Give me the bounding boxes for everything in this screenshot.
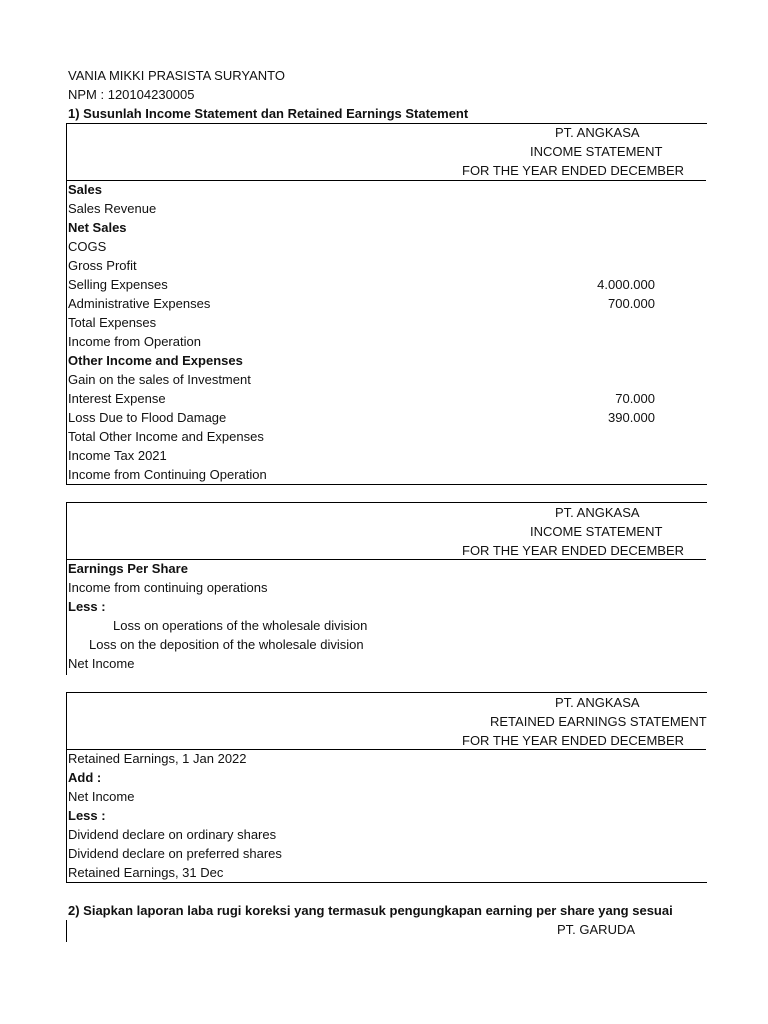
statement2-row-label: Earnings Per Share	[68, 561, 188, 576]
statement1-row-label: Income Tax 2021	[68, 448, 167, 463]
s1-title: INCOME STATEMENT	[530, 144, 663, 159]
s1-period: FOR THE YEAR ENDED DECEMBER	[462, 163, 685, 178]
s1-header-rule	[66, 180, 706, 181]
statement1-row-amount: 700.000	[608, 296, 655, 311]
student-name: VANIA MIKKI PRASISTA SURYANTO	[68, 68, 285, 83]
statement2-row-label: Loss on the deposition of the wholesale division	[89, 637, 364, 652]
statement2-row-label: Less :	[68, 599, 106, 614]
s2-company: PT. ANGKASA	[555, 505, 640, 520]
statement2-row-label: Income from continuing operations	[68, 580, 268, 595]
statement1-row-label: Income from Operation	[68, 334, 201, 349]
statement1-row-label: Total Other Income and Expenses	[68, 429, 264, 444]
statement1-row-amount: 390.000	[608, 410, 655, 425]
statement1-row-label: Income from Continuing Operation	[68, 467, 267, 482]
statement1-row-amount: 4.000.000	[597, 277, 655, 292]
statement1-row-label: Sales Revenue	[68, 201, 157, 216]
statement1-row-label: Selling Expenses	[68, 277, 168, 292]
statement1-row-label: Gross Profit	[68, 258, 137, 273]
s3-title: RETAINED EARNINGS STATEMENT	[490, 714, 707, 729]
statement2-row-label: Loss on operations of the wholesale division	[113, 618, 368, 633]
task-1-heading: 1) Susunlah Income Statement dan Retained Earnings Statement	[68, 106, 469, 121]
student-npm: NPM : 120104230005	[68, 87, 195, 102]
statement1-row-label: Gain on the sales of Investment	[68, 372, 251, 387]
statement3-row-label: Net Income	[68, 789, 135, 804]
statement1-row-label: Net Sales	[68, 220, 127, 235]
s3-period: FOR THE YEAR ENDED DECEMBER	[462, 733, 685, 748]
statement1-row-label: Sales	[68, 182, 102, 197]
statement1-row-label: Total Expenses	[68, 315, 157, 330]
task-2-heading: 2) Siapkan laporan laba rugi koreksi yang termasuk pengungkapan earning per share yang sesuai	[68, 903, 673, 918]
statement2-row-label: Net Income	[68, 656, 135, 671]
statement1-row-label: Loss Due to Flood Damage	[68, 410, 227, 425]
statement3-row-label: Less :	[68, 808, 106, 823]
statement3-row-label: Dividend declare on ordinary shares	[68, 827, 277, 842]
s3-company: PT. ANGKASA	[555, 695, 640, 710]
statement1-row-label: COGS	[68, 239, 107, 254]
statement3-row-label: Dividend declare on preferred shares	[68, 846, 282, 861]
statement1-row-label: Administrative Expenses	[68, 296, 211, 311]
s1-company: PT. ANGKASA	[555, 125, 640, 140]
statement3-row-label: Retained Earnings, 1 Jan 2022	[68, 751, 247, 766]
s2-period: FOR THE YEAR ENDED DECEMBER	[462, 543, 685, 558]
s2-title: INCOME STATEMENT	[530, 524, 663, 539]
statement3-row-label: Add :	[68, 770, 102, 785]
statement1-row-label: Interest Expense	[68, 391, 166, 406]
statement1-row-amount: 70.000	[615, 391, 655, 406]
s4-company: PT. GARUDA	[557, 922, 636, 937]
statement3-row-label: Retained Earnings, 31 Dec	[68, 865, 224, 880]
statement1-row-label: Other Income and Expenses	[68, 353, 243, 368]
